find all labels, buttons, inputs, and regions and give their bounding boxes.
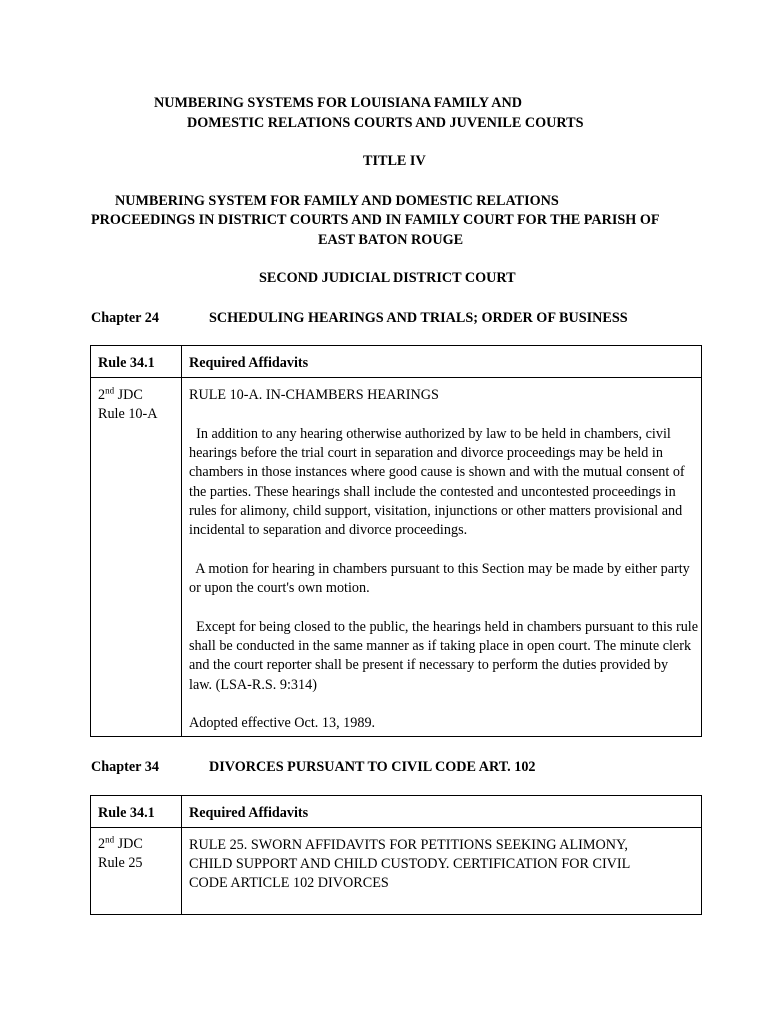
source-court-text: JDC bbox=[114, 387, 143, 403]
table-1-source-court bbox=[98, 387, 143, 404]
paragraph-1-line: the parties. These hearings shall include the contested and uncontested proceedings in bbox=[189, 484, 676, 500]
paragraph-3-line: and the court reporter shall be present if necessary to perform the duties provided by bbox=[189, 657, 669, 673]
source-court-text: JDC bbox=[114, 836, 143, 852]
chapter-34-title: DIVORCES PURSUANT TO CIVIL CODE ART. 102 bbox=[209, 759, 536, 775]
chapter-34-number: Chapter 34 bbox=[91, 759, 159, 775]
subheading-line-2: PROCEEDINGS IN DISTRICT COURTS AND IN FAMILY COURT FOR THE PARISH OF bbox=[91, 212, 660, 228]
adopted-date: Adopted effective Oct. 13, 1989. bbox=[189, 715, 376, 731]
paragraph-1-line: In addition to any hearing otherwise authorized by law to be held in chambers, civil bbox=[189, 426, 671, 442]
table-2-heading-line: CODE ARTICLE 102 DIVORCES bbox=[189, 875, 389, 891]
paragraph-3-line: shall be conducted in the same manner as if taking place in open court. The minute clerk bbox=[189, 638, 692, 654]
table-2-rule-label: Rule 34.1 bbox=[98, 805, 155, 821]
heading-line-1: NUMBERING SYSTEMS FOR LOUISIANA FAMILY AND bbox=[154, 95, 523, 111]
table-2-heading-line: RULE 25. SWORN AFFIDAVITS FOR PETITIONS SEEKING ALIMONY, bbox=[189, 837, 628, 853]
table-1-column-divider bbox=[181, 345, 182, 737]
paragraph-1-line: chambers in those instances where good cause is shown and with the mutual consent of bbox=[189, 464, 685, 480]
subheading-line-3: EAST BATON ROUGE bbox=[318, 232, 464, 248]
paragraph-2-line: A motion for hearing in chambers pursuant to this Section may be made by either party bbox=[189, 561, 690, 577]
subheading-line-1: NUMBERING SYSTEM FOR FAMILY AND DOMESTIC RELATIONS bbox=[115, 193, 559, 209]
court-name: SECOND JUDICIAL DISTRICT COURT bbox=[259, 270, 516, 286]
heading-line-2: DOMESTIC RELATIONS COURTS AND JUVENILE COURTS bbox=[187, 115, 584, 131]
chapter-24-number: Chapter 24 bbox=[91, 310, 159, 326]
paragraph-1-line: hearings before the trial court in separation and divorce proceedings may be held in bbox=[189, 445, 663, 461]
source-court-number: 2 bbox=[98, 387, 106, 403]
table-1-rule-title: Required Affidavits bbox=[189, 355, 309, 371]
source-court-ordinal: nd bbox=[105, 834, 115, 845]
table-1-rule-label: Rule 34.1 bbox=[98, 355, 155, 371]
chapter-24-title: SCHEDULING HEARINGS AND TRIALS; ORDER OF BUSINESS bbox=[209, 310, 628, 326]
title-iv: TITLE IV bbox=[363, 153, 426, 169]
paragraph-3-line: Except for being closed to the public, the hearings held in chambers pursuant to this rule bbox=[189, 619, 699, 635]
table-2-column-divider bbox=[181, 795, 182, 915]
table-1-header-divider bbox=[90, 377, 702, 378]
paragraph-3-line: law. (LSA-R.S. 9:314) bbox=[189, 677, 317, 693]
source-court-ordinal: nd bbox=[105, 385, 115, 396]
paragraph-2-line: or upon the court's own motion. bbox=[189, 580, 370, 596]
paragraph-1-line: rules for alimony, child support, visitation, injunctions or other matters provisional and bbox=[189, 503, 683, 519]
table-2-source-rule: Rule 25 bbox=[98, 855, 143, 871]
table-1-rule-heading: RULE 10-A. IN-CHAMBERS HEARINGS bbox=[189, 387, 439, 403]
table-2-header-divider bbox=[90, 827, 702, 828]
table-1-source-rule: Rule 10-A bbox=[98, 406, 158, 422]
source-court-number: 2 bbox=[98, 836, 106, 852]
table-2-heading-line: CHILD SUPPORT AND CHILD CUSTODY. CERTIFICATION FOR CIVIL bbox=[189, 856, 631, 872]
paragraph-1-line: incidental to separation and divorce proceedings. bbox=[189, 522, 468, 538]
table-2-rule-title: Required Affidavits bbox=[189, 805, 309, 821]
table-2-source-court bbox=[98, 836, 143, 853]
